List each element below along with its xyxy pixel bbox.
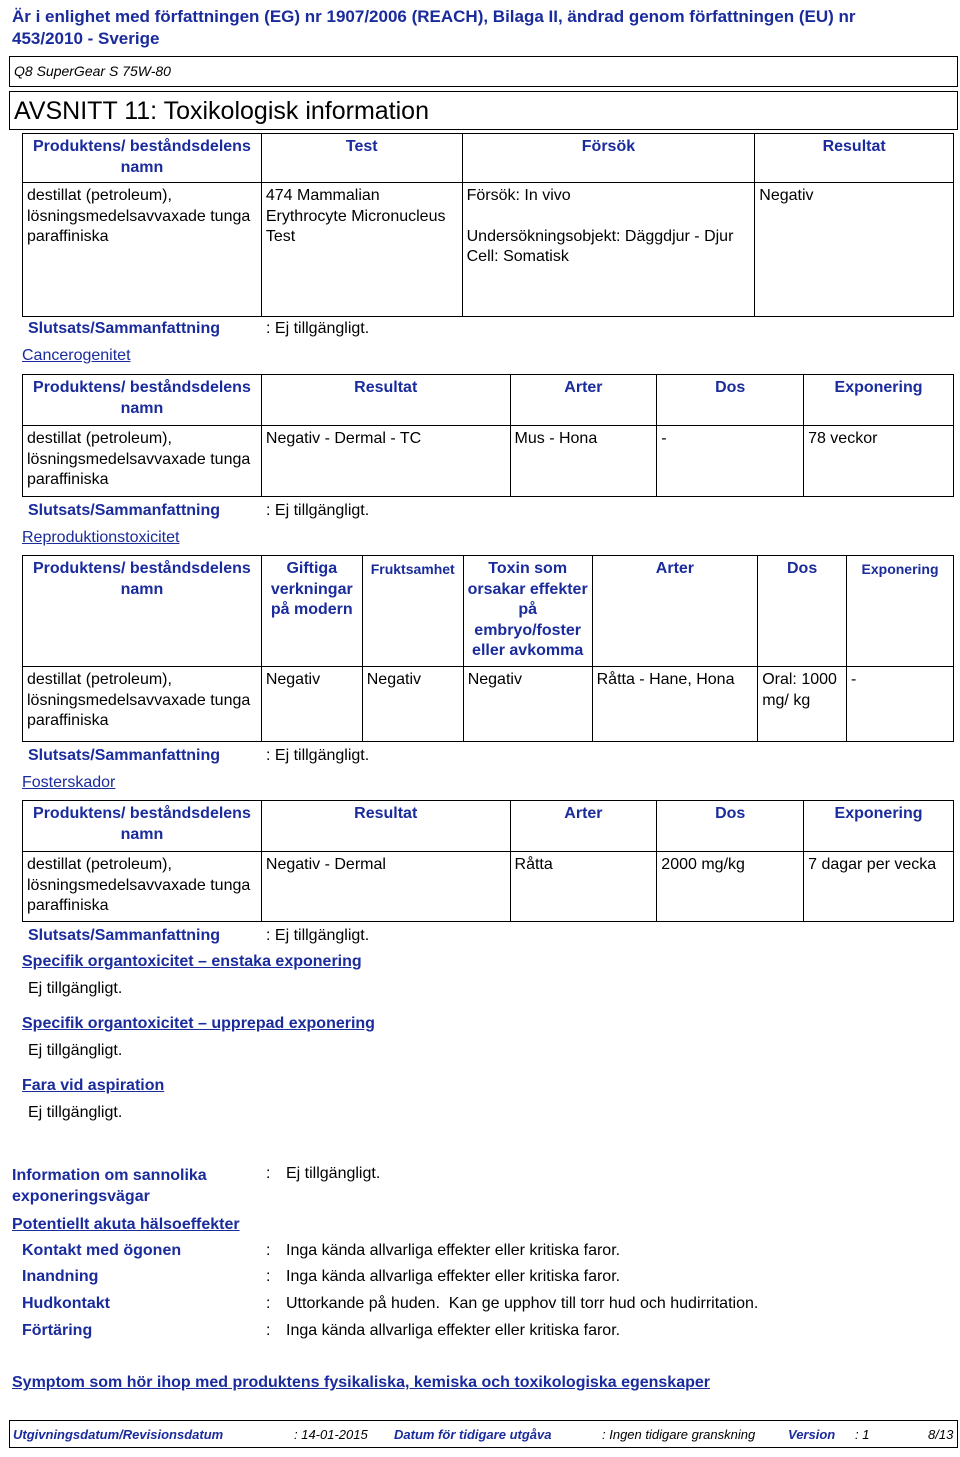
aspiration-value: Ej tillgängligt.: [28, 1104, 123, 1121]
forsok-line-2: Undersökningsobjekt: Däggdjur - Djur: [466, 227, 734, 245]
col-header-result: Resultat: [261, 375, 510, 426]
col-header-maternal: Giftiga verkningar på modern: [261, 556, 362, 667]
col-header-exposure: Exponering: [847, 556, 954, 667]
col-header-species: Arter: [592, 556, 758, 667]
aspiration-title: Fara vid aspiration: [22, 1077, 165, 1094]
cell-result: Negativ - Dermal: [261, 852, 510, 922]
routes-value: Ej tillgängligt.: [286, 1165, 381, 1182]
teratogenicity-summary-value: : Ej tillgängligt.: [266, 927, 370, 944]
col-header-species: Arter: [510, 375, 657, 426]
carcinogenicity-summary-label: Slutsats/Sammanfattning: [28, 502, 221, 519]
acute-skin-label: Hudkontakt: [22, 1295, 110, 1312]
cell-exposure: 78 veckor: [804, 426, 954, 497]
acute-inhalation-value: Inga kända allvarliga effekter eller kritiska faror.: [286, 1268, 621, 1285]
stot-single-title: Specifik organtoxicitet – enstaka exponering: [22, 953, 362, 970]
col-header-name: Produktens/ beståndsdelens namn: [23, 375, 262, 426]
footer-issue-label: Utgivningsdatum/Revisionsdatum: [13, 1427, 224, 1442]
acute-ingestion-colon: :: [266, 1322, 271, 1339]
cell-forsok: [462, 183, 755, 317]
footer-prev-label: Datum för tidigare utgåva: [394, 1427, 552, 1442]
acute-eye-colon: :: [266, 1242, 271, 1259]
cell-dose: Oral: 1000 mg/ kg: [758, 667, 847, 742]
col-header-fertility: Fruktsamhet: [362, 556, 463, 667]
footer-version-label: Version: [788, 1427, 836, 1442]
carcinogenicity-table: [22, 374, 954, 497]
routes-label: Information om sannolika exponeringsvägar: [12, 1167, 207, 1205]
acute-effects-title: Potentiellt akuta hälsoeffekter: [12, 1216, 240, 1233]
mutagenicity-summary-value: : Ej tillgängligt.: [266, 320, 370, 337]
acute-ingestion-value: Inga kända allvarliga effekter eller kritiska faror.: [286, 1322, 621, 1339]
product-name-box: [9, 56, 958, 87]
cell-maternal: Negativ: [261, 667, 362, 742]
footer-page-number: 8/13: [928, 1427, 954, 1442]
cell-substance-name: destillat (petroleum), lösningsmedelsavvaxade tunga paraffiniska: [23, 426, 262, 497]
acute-eye-label: Kontakt med ögonen: [22, 1242, 182, 1259]
stot-single-value: Ej tillgängligt.: [28, 980, 123, 997]
col-header-dose: Dos: [657, 375, 804, 426]
acute-ingestion-label: Förtäring: [22, 1322, 93, 1339]
col-header-dose: Dos: [657, 801, 804, 852]
document-header-title: Är i enlighet med författningen (EG) nr 1907/2006 (REACH), Bilaga II, ändrad genom författningen (EU) nr 453/2010 - Sverige: [12, 7, 856, 48]
section-title: AVSNITT 11: Toxikologisk information: [14, 97, 429, 125]
col-header-exposure: Exponering: [804, 801, 954, 852]
footer-prev-value: : Ingen tidigare granskning: [602, 1427, 756, 1442]
teratogenicity-summary-label: Slutsats/Sammanfattning: [28, 927, 221, 944]
reproductive-summary-label: Slutsats/Sammanfattning: [28, 747, 221, 764]
reproductive-title: Reproduktionstoxicitet: [22, 529, 180, 546]
cell-result: Negativ - Dermal - TC: [261, 426, 510, 497]
cell-dose: 2000 mg/kg: [657, 852, 804, 922]
mutagenicity-table: [22, 133, 954, 317]
reproductive-summary-value: : Ej tillgängligt.: [266, 747, 370, 764]
acute-inhalation-label: Inandning: [22, 1268, 99, 1285]
carcinogenicity-summary-value: : Ej tillgängligt.: [266, 502, 370, 519]
col-header-dose: Dos: [758, 556, 847, 667]
col-header-result: Resultat: [755, 134, 954, 183]
col-header-species: Arter: [510, 801, 657, 852]
cell-species: Råtta - Hane, Hona: [592, 667, 758, 742]
carcinogenicity-title: Cancerogenitet: [22, 347, 131, 364]
acute-inhalation-colon: :: [266, 1268, 271, 1285]
teratogenicity-table: [22, 800, 954, 922]
acute-skin-colon: :: [266, 1295, 271, 1312]
routes-colon: :: [266, 1165, 271, 1182]
cell-fertility: Negativ: [362, 667, 463, 742]
product-name: Q8 SuperGear S 75W-80: [14, 63, 171, 79]
teratogenicity-title: Fosterskador: [22, 774, 116, 791]
col-header-name: Produktens/ beståndsdelens namn: [23, 801, 262, 852]
footer-box: [9, 1420, 958, 1448]
cell-species: Mus - Hona: [510, 426, 657, 497]
col-header-exposure: Exponering: [804, 375, 954, 426]
cell-exposure: 7 dagar per vecka: [804, 852, 954, 922]
col-header-name: Produktens/ beståndsdelens namn: [23, 556, 262, 667]
stot-repeated-value: Ej tillgängligt.: [28, 1042, 123, 1059]
col-header-test: Test: [261, 134, 462, 183]
cell-result: Negativ: [755, 183, 954, 317]
col-header-embryo: Toxin som orsakar effekter på embryo/foster eller avkomma: [463, 556, 592, 667]
forsok-line-1: Försök: In vivo: [466, 187, 571, 204]
cell-species: Råtta: [510, 852, 657, 922]
cell-exposure: -: [847, 667, 954, 742]
acute-skin-value: Uttorkande på huden. Kan ge upphov till torr hud och hudirritation.: [286, 1295, 759, 1312]
cell-dose: -: [657, 426, 804, 497]
cell-test: 474 Mammalian Erythrocyte Micronucleus Test: [261, 183, 462, 317]
cell-substance-name: destillat (petroleum), lösningsmedelsavvaxade tunga paraffiniska: [23, 667, 262, 742]
footer-version-value: : 1: [855, 1427, 870, 1442]
cell-substance-name: destillat (petroleum), lösningsmedelsavvaxade tunga paraffiniska: [23, 183, 262, 317]
forsok-line-3: Cell: Somatisk: [466, 248, 569, 265]
cell-embryo: Negativ: [463, 667, 592, 742]
footer-issue-value: : 14-01-2015: [294, 1427, 368, 1442]
cell-substance-name: destillat (petroleum), lösningsmedelsavvaxade tunga paraffiniska: [23, 852, 262, 922]
col-header-name: Produktens/ beståndsdelens namn: [23, 134, 262, 183]
reproductive-table: [22, 555, 954, 742]
mutagenicity-summary-label: Slutsats/Sammanfattning: [28, 320, 221, 337]
section-title-box: [9, 91, 958, 130]
col-header-forsok: Försök: [462, 134, 755, 183]
symptoms-title: Symptom som hör ihop med produktens fysikaliska, kemiska och toxikologiska egenskaper: [12, 1374, 710, 1391]
stot-repeated-title: Specifik organtoxicitet – upprepad exponering: [22, 1015, 375, 1032]
col-header-result: Resultat: [261, 801, 510, 852]
acute-eye-value: Inga kända allvarliga effekter eller kritiska faror.: [286, 1242, 621, 1259]
